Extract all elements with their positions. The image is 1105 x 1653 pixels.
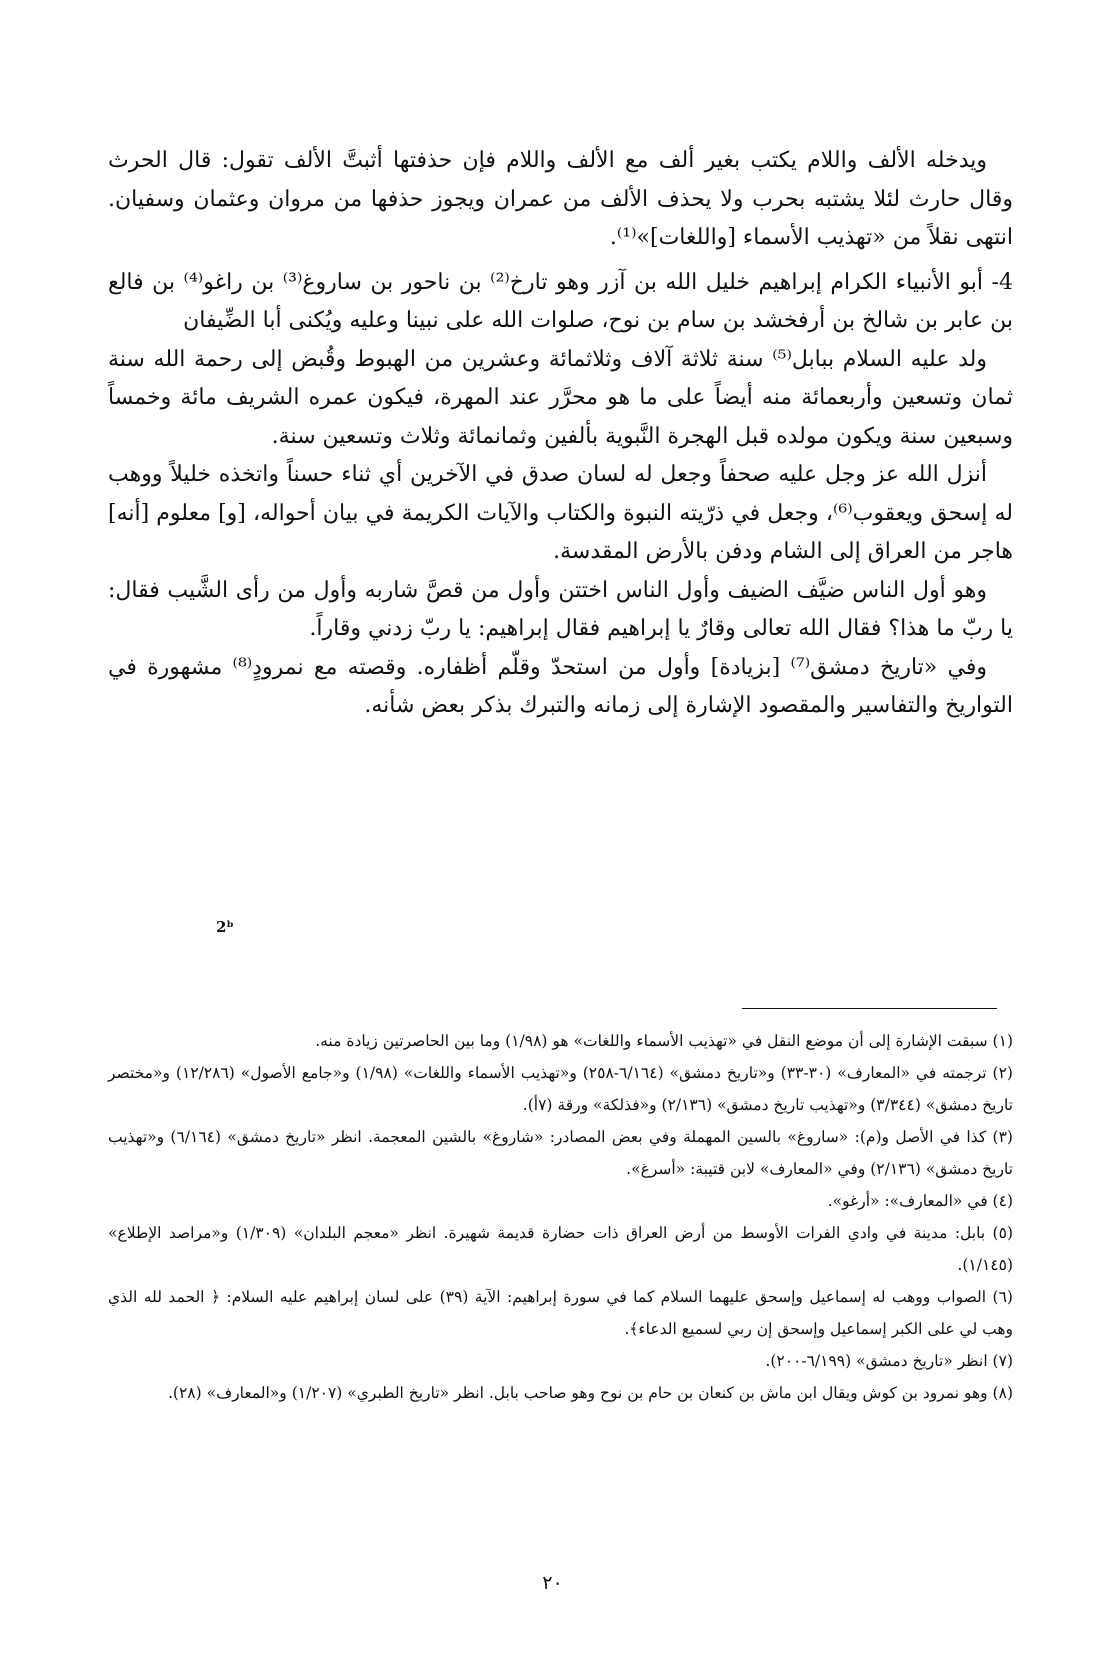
main-text [108,142,1013,726]
paragraph-birth: ولد عليه السلام ببابل⁽⁵⁾ سنة ثلاثة آلاف وثلاثمائة وعشرين من الهبوط وقُبض إلى رحمة الله سنة ثمان وتسعين وأربعمائة منه أيضاً على ما هو محرَّر عند المهرة، فيكون عمره الشريف مائة وخمساً وسبعين سنة ويكون مولده قبل الهجرة النَّبوية بألفين وثمانمائة وثلاث وتسعين سنة. [108,346,1013,449]
folio-margin-note: 2ᵇ [216,918,234,936]
footnote-8: (٨) وهو نمرود بن كوش ويقال ابن ماش بن كنعان بن حام بن نوح وهو صاحب بابل. انظر «تاريخ الطبري» (١/٢٠٧) و«المعارف» (٢٨). [167,1384,1013,1402]
footnotes [108,1025,1013,1409]
page-number: ٢٠ [542,1572,563,1594]
footnote-7: (٧) انظر «تاريخ دمشق» (٦/١٩٩-٢٠٠). [765,1352,1013,1370]
paragraph-ibrahim-heading: 4- أبو الأنبياء الكرام إبراهيم خليل الله بن آزر وهو تارخ⁽²⁾ بن ناحور بن ساروغ⁽³⁾ بن راغو⁽⁴⁾ بن فالع بن عابر بن شالخ بن أرفخشد بن سام بن نوح، صلوات الله على نبينا وعليه ويُكنى أبا الضِّيفان [108,269,1013,333]
paragraph-firsts: وهو أول الناس ضيَّف الضيف وأول الناس اختتن وأول من قصَّ شاربه وأول من رأى الشَّيب فقال: يا ربّ ما هذا؟ فقال الله تعالى وقارٌ يا إبراهيم فقال إبراهيم: يا ربّ زدني وقاراً. [108,577,1013,641]
paragraph-damascus-history: وفي «تاريخ دمشق⁽⁷⁾ [بزيادة] وأول من استحدّ وقلّم أظفاره. وقصته مع نمرودٍ⁽⁸⁾ مشهورة في التواريخ والتفاسير والمقصود الإشارة إلى زمانه والتبرك بذكر بعض شأنه. [108,654,1013,718]
paragraph-scriptures: أنزل الله عز وجل عليه صحفاً وجعل له لسان صدق في الآخرين أي ثناء حسناً واتخذه خليلاً ووهب له إسحق ويعقوب⁽⁶⁾، وجعل في ذرّيته النبوة والكتاب والآيات الكريمة في بيان أحواله، [و] معلوم [أنه] هاجر من العراق إلى الشام ودفن بالأرض المقدسة. [108,462,1013,564]
paragraph-name-spelling: ويدخله الألف واللام يكتب بغير ألف مع الألف واللام فإن حذفتها أثبتَّ الألف تقول: قال الحرث وقال حارث لئلا يشتبه بحرب ولا يحذف الألف من عمران ويجوز حذفها من مروان وعثمان وسفيان. انتهى نقلاً من «تهذيب الأسماء [واللغات]»⁽¹⁾. [108,148,1013,250]
footnote-1: (١) سبقت الإشارة إلى أن موضع النقل في «تهذيب الأسماء واللغات» هو (١/٩٨) وما بين الحاصرتين زيادة منه. [315,1032,1013,1050]
footnote-4: (٤) في «المعارف»: «أرغو». [827,1192,1013,1210]
footnote-2: (٢) ترجمته في «المعارف» (٣٠-٣٣) و«تاريخ دمشق» (٦/١٦٤-٢٥٨) و«تهذيب الأسماء واللغات» (١/٩٨) و«جامع الأصول» (١٢/٢٨٦) و«مختصر تاريخ دمشق» (٣/٣٤٤) و«تهذيب تاريخ دمشق» (٢/١٣٦) و«فذلكة» ورقة (٧أ). [108,1064,1013,1114]
footnote-5: (٥) بابل: مدينة في وادي الفرات الأوسط من أرض العراق ذات حضارة قديمة شهيرة. انظر «معجم البلدان» (١/٣٠٩) و«مراصد الإطلاع» (١/١٤٥). [108,1224,1013,1274]
footnote-6: (٦) الصواب ووهب له إسماعيل وإسحق عليهما السلام كما في سورة إبراهيم: الآية (٣٩) على لسان إبراهيم عليه السلام: ﴿ الحمد لله الذي وهب لي على الكبر إسماعيل وإسحق إن ربي لسميع الدعاء﴾. [108,1288,1013,1338]
footnote-3: (٣) كذا في الأصل و(م): «ساروغ» بالسين المهملة وفي بعض المصادر: «شاروغ» بالشين المعجمة. انظر «تاريخ دمشق» (٦/١٦٤) و«تهذيب تاريخ دمشق» (٢/١٣٦) وفي «المعارف» لابن قتيبة: «أسرغ». [108,1128,1013,1178]
footnote-separator [742,1008,997,1009]
